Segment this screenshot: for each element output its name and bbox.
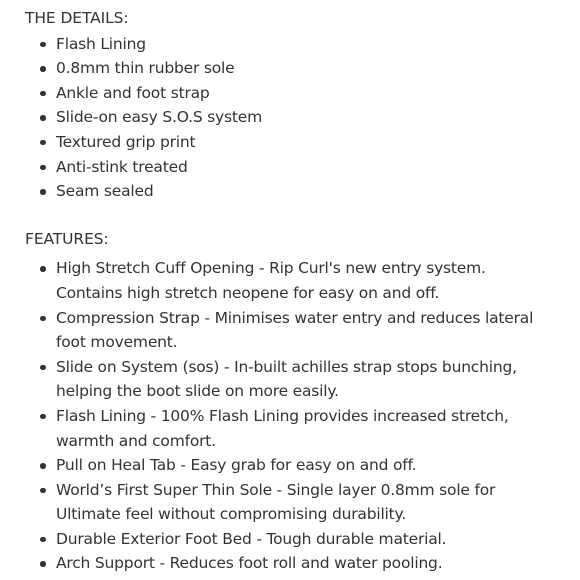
- details-item: 0.8mm thin rubber sole: [25, 56, 580, 81]
- details-item: Ankle and foot strap: [25, 81, 580, 106]
- features-item: Flash Lining - 100% Flash Lining provides increased stretch, warmth and comfort.: [25, 404, 550, 453]
- details-heading: THE DETAILS:: [25, 9, 129, 27]
- features-item: Slide on System (sos) - In-built achilles strap stops bunching, helping the boot slide on more easily.: [25, 355, 550, 404]
- features-item: Compression Strap - Minimises water entry and reduces lateral foot movement.: [25, 306, 550, 355]
- details-item: Seam sealed: [25, 179, 580, 204]
- features-item: High Stretch Cuff Opening - Rip Curl's new entry system. Contains high stretch neopene for easy on and off.: [25, 256, 550, 305]
- details-item: Slide-on easy S.O.S system: [25, 105, 580, 130]
- features-heading: FEATURES:: [25, 229, 109, 248]
- details-item: Textured grip print: [25, 130, 580, 155]
- features-item: Arch Support - Reduces foot roll and water pooling.: [25, 551, 550, 576]
- features-list: [25, 256, 550, 576]
- features-item: Pull on Heal Tab - Easy grab for easy on and off.: [25, 453, 550, 478]
- details-item: Flash Lining: [25, 32, 580, 57]
- features-item: Durable Exterior Foot Bed - Tough durable material.: [25, 527, 550, 552]
- details-list: [25, 32, 580, 204]
- features-item: World’s First Super Thin Sole - Single layer 0.8mm sole for Ultimate feel without compromising durability.: [25, 478, 550, 527]
- details-item: Anti-stink treated: [25, 155, 580, 180]
